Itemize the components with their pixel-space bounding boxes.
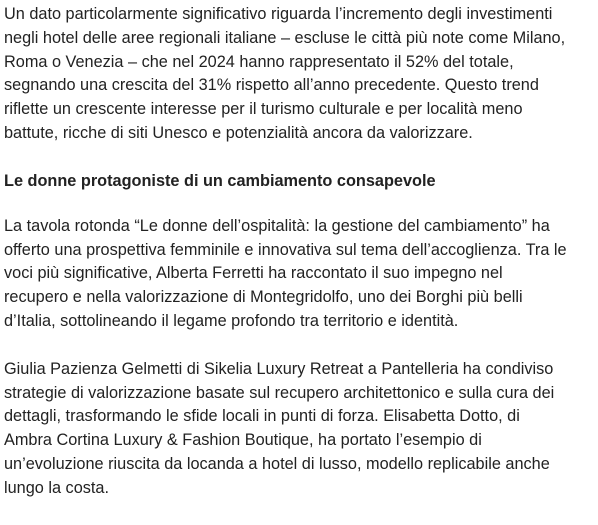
text-line: Roma o Venezia – che nel 2024 hanno rappresentato il 52% del totale, (4, 52, 514, 71)
text-line: La tavola rotonda “Le donne dell’ospitalità: la gestione del cambiamento” ha (4, 216, 550, 235)
text-line: d’Italia, sottolineando il legame profondo tra territorio e identità. (4, 311, 459, 330)
section-heading: Le donne protagoniste di un cambiamento consapevole (4, 171, 436, 190)
text-line: Giulia Pazienza Gelmetti di Sikelia Luxury Retreat a Pantelleria ha condiviso (4, 359, 554, 378)
text-line: segnando una crescita del 31% rispetto all’anno precedente. Questo trend (4, 76, 539, 95)
text-line: Ambra Cortina Luxury & Fashion Boutique, ha portato l’esempio di (4, 431, 482, 450)
paragraph-investments (4, 3, 596, 146)
text-line: Un dato particolarmente significativo riguarda l’incremento degli investimenti (4, 5, 553, 23)
article-body (4, 3, 596, 501)
text-line: voci più significative, Alberta Ferretti ha raccontato il suo impegno nel (4, 264, 503, 283)
paragraph-round-table (4, 215, 596, 334)
text-line: strategie di valorizzazione basate sul recupero architettonico e sulla cura dei (4, 383, 555, 402)
text-line: lungo la costa. (4, 478, 109, 497)
text-line: dettagli, trasformando le sfide locali in punti di forza. Elisabetta Dotto, di (4, 407, 520, 426)
text-line: negli hotel delle aree regionali italiane – escluse le città più note come Milano, (4, 28, 566, 47)
paragraph-speakers (4, 358, 596, 501)
text-line: recupero e nella valorizzazione di Montegridolfo, uno dei Borghi più belli (4, 288, 523, 307)
text-line: un’evoluzione riuscita da locanda a hotel di lusso, modello replicabile anche (4, 454, 550, 473)
text-line: offerto una prospettiva femminile e innovativa sul tema dell’accoglienza. Tra le (4, 240, 567, 259)
text-line: riflette un crescente interesse per il turismo culturale e per località meno (4, 100, 523, 119)
text-line: battute, ricche di siti Unesco e potenzialità ancora da valorizzare. (4, 123, 473, 142)
